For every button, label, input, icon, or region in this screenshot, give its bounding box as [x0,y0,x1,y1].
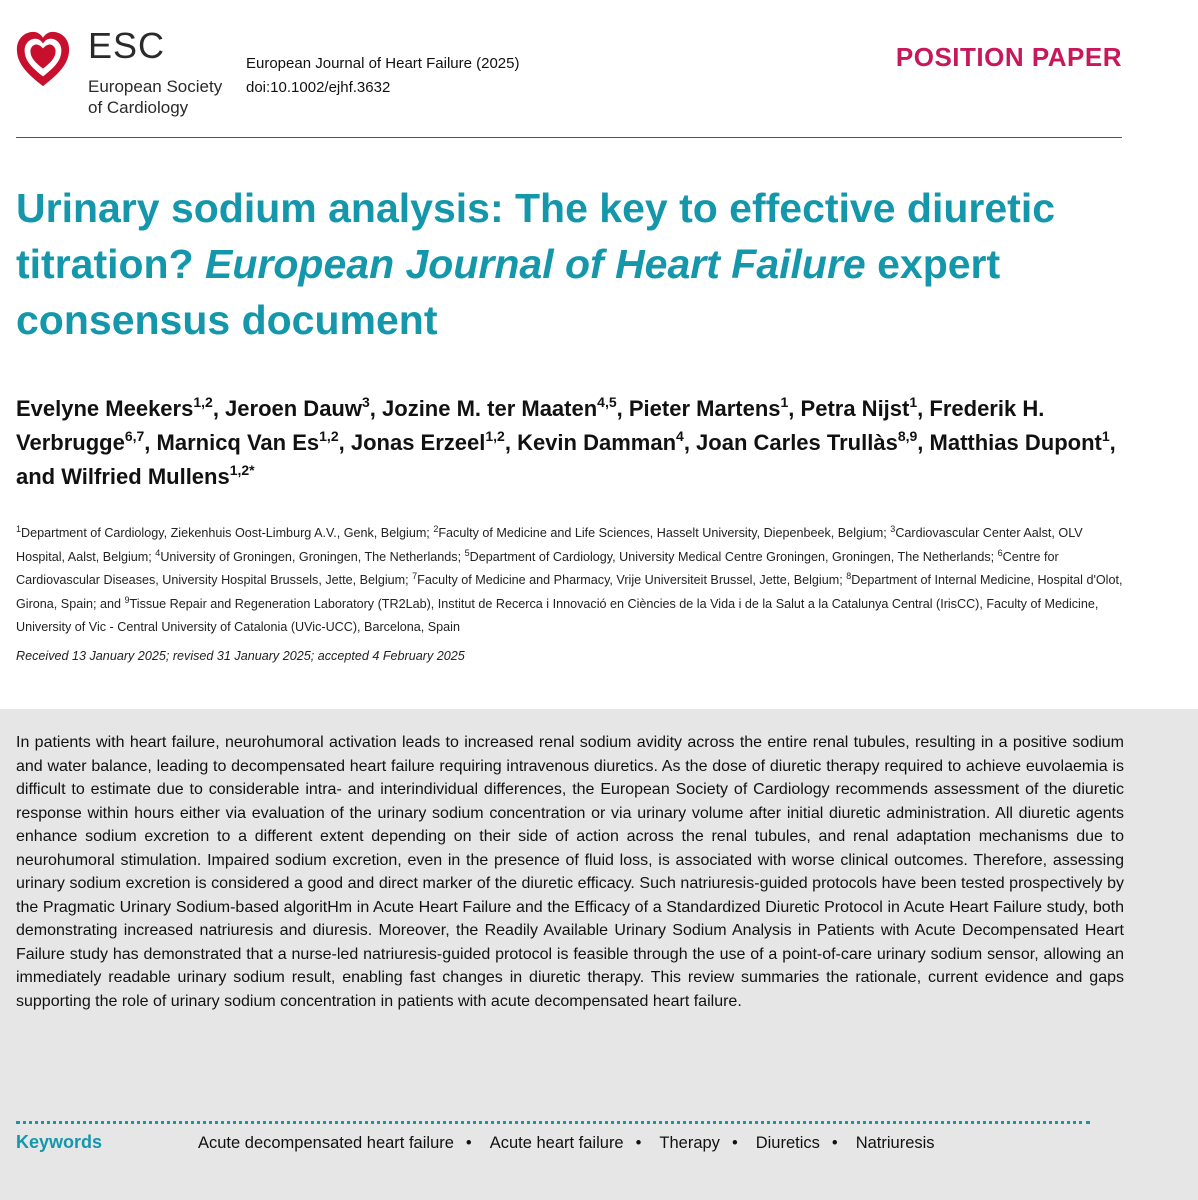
keyword[interactable]: Natriuresis [855,1134,935,1152]
author-conjunction: and [16,464,62,489]
title-part2: expert consensus document [16,241,1001,343]
author[interactable] [696,430,917,455]
author-name: Marnicq Van Es [156,430,320,455]
author-name: Joan Carles Trullàs [696,430,898,455]
affiliation-text: Cardiovascular Center Aalst, OLV Hospital, Aalst, Belgium; [16,526,1083,564]
affiliation-item [16,594,1099,635]
affiliation-number: 7 [412,571,418,581]
author-list: Evelyne Meekers$^{1,2}$, Jeroen Dauw$^3$, Jozine M. ter Maaten$^{4,5}$, Pieter Martens$^1$, Petra Nijst$^1$, Frederik H. Verbrugge$^{6,7}$, Marnicq Van Es$^{1,2}$, Jonas Erzeel$^{1,2}$, Kevin Damman$^4$, Joan Carles Trullàs$^{8,9}$, Matthias Dupont$^1$, and Wilfried Mullens$^{1,2*}$ [16,394,1116,489]
author-affiliation-marker: 1,2 [319,428,339,444]
author[interactable] [517,430,684,455]
affiliation-text: Faculty of Medicine and Pharmacy, Vrije Universiteit Brussel, Jette, Belgium; [417,573,843,587]
affiliation-item [464,547,995,564]
author-name: Jeroen Dauw [225,396,362,421]
abstract-text: In patients with heart failure, neurohumoral activation leads to increased renal sodium avidity across the entire renal tubules, resulting in a positive sodium and water balance, leading to decompensated heart failure requiring intravenous diuretics. As the dose of diuretic therapy required to achieve euvolaemia is difficult to estimate due to considerable intra- and interindividual differences, the European Society of Cardiology recommends assessment of the diuretic response within hours either via evaluation of the urinary sodium concentration or via urinary volume after initial diuretic administration. All diuretic agents enhance sodium excretion to a different extent depending on their side of action across the renal tubules, and renal adaptation mechanisms due to neurohumoral stimulation. Impaired sodium excretion, even in the presence of fluid loss, is associated with worse clinical outcomes. Therefore, assessing urinary sodium excretion is considered a good and direct marker of the diuretic efficacy. Such natriuresis-guided protocols have been tested prospectively by the Pragmatic Urinary Sodium-based algoritHm in Acute Heart Failure and the Efficacy of a Standardized Diuretic Protocol in Acute Heart Failure study, both demonstrating increased natriuresis and diuresis. Moreover, the Readily Available Urinary Sodium Analysis in Patients with Acute Decompensated Heart Failure study has demonstrated that a nurse-led natriuresis-guided protocol is feasible through the use of a point-of-care urinary sodium sensor, allowing an immediately readable urinary sodium result, enabling fast changes in diuretic therapy. This review summaries the rationale, current evidence and gaps supporting the role of urinary sodium concentration in patients with acute decompensated heart failure. [16,734,1124,1010]
doi[interactable]: doi:10.1002/ejhf.3632 [246,79,391,96]
affiliation-text: Centre for Cardiovascular Diseases, University Hospital Brussels, Jette, Belgium; [16,549,1059,587]
affiliation-text: Department of Cardiology, University Medical Centre Groningen, Groningen, The Netherlands; [469,549,995,564]
journal-info [246,52,520,100]
affiliation-number: 2 [433,524,439,534]
affiliation-text: Faculty of Medicine and Life Sciences, Hasselt University, Diepenbeek, Belgium; [438,526,887,540]
author-affiliation-marker: 4,5 [597,394,617,410]
author-affiliation-marker: 3 [361,394,370,410]
author[interactable] [16,396,213,421]
author-affiliation-marker: 8,9 [897,428,918,444]
logo-abbreviation: ESC [88,25,166,66]
affiliation-text: Department of Internal Medicine, Hospital d'Olot, Girona, Spain; and [16,573,1123,611]
affiliation-text: Department of Cardiology, Ziekenhuis Oost-Limburg A.V., Genk, Belgium; [21,526,430,540]
author-affiliation-marker: 1 [909,394,918,410]
keywords-label: Keywords [16,1132,103,1152]
title-journal-italic: European Journal of Heart Failure [205,241,866,287]
author[interactable] [801,396,918,421]
affiliation-number: 4 [155,547,161,558]
affiliation-text: University of Groningen, Groningen, The Netherlands; [160,549,462,564]
author[interactable] [382,396,617,421]
article-title [16,180,1126,348]
author[interactable] [351,430,505,455]
author-affiliation-marker: 6,7 [124,428,145,444]
author-name: Pieter Martens [628,396,781,421]
affiliation-item [155,547,462,564]
author[interactable] [225,396,370,421]
affiliation-number: 8 [846,571,852,581]
author-name: Matthias Dupont [929,430,1102,455]
title-part1: Urinary sodium analysis: The key to effective diuretic titration? [16,185,1056,287]
affiliation-item [16,526,430,540]
keyword[interactable]: Acute decompensated heart failure [198,1134,454,1152]
affiliation-item [433,526,886,540]
affiliation-number: 5 [464,547,470,558]
heart-logo-icon [14,28,72,90]
logo-org-line2: of Cardiology [88,98,189,117]
article-dates: Received 13 January 2025; revised 31 January 2025; accepted 4 February 2025 [16,649,465,663]
author[interactable] [61,464,254,489]
author-name: Jozine M. ter Maaten [382,396,598,421]
affiliation-number: 6 [997,547,1003,558]
affiliation-number: 3 [890,524,896,534]
author-affiliation-marker: 4 [676,428,684,444]
logo-organization [88,76,248,118]
keyword-separator: • [465,1134,472,1152]
affiliation-number: 9 [124,594,130,605]
author[interactable] [930,430,1110,455]
logo-org-line1: European Society [88,77,223,96]
paper-type-label: POSITION PAPER [895,42,1122,72]
author[interactable] [157,430,339,455]
author[interactable] [629,396,788,421]
author-name: Kevin Damman [517,430,677,455]
author-name: Frederik H. Verbrugge [16,396,1045,455]
keyword[interactable]: Therapy [659,1134,720,1152]
author-name: Petra Nijst [800,396,910,421]
author-name: Jonas Erzeel [350,430,486,455]
keyword-separator: • [731,1134,738,1152]
affiliation-item [412,573,843,587]
journal-citation: European Journal of Heart Failure (2025) [246,55,520,72]
author-affiliation-marker: 1,2* [229,462,255,478]
keyword-separator: • [635,1134,642,1152]
author-affiliation-marker: 1 [1101,428,1110,444]
affiliation-number: 1 [16,524,22,534]
author-affiliation-marker: 1,2 [193,394,213,410]
keyword-separator: • [831,1134,838,1152]
esc-logo [14,24,223,120]
keywords-list [198,1134,935,1153]
keyword[interactable]: Diuretics [755,1134,820,1152]
author-affiliation-marker: 1 [780,394,789,410]
affiliation-text: Tissue Repair and Regeneration Laboratory (TR2Lab), Institut de Recerca i Innovació en Ciències de la Vida i de la Salut a la Catalunya Central (IrisCC), Faculty of Medicine, University of Vic - Central University of Catalonia (UVic-UCC), Barcelona, Spain [16,596,1099,634]
keyword[interactable]: Acute heart failure [489,1134,624,1152]
author-affiliation-marker: 1,2 [485,428,505,444]
author-name: Evelyne Meekers [16,396,194,421]
affiliations [16,522,1126,640]
dotted-divider [16,1121,1090,1124]
author-name: Wilfried Mullens [61,464,230,489]
header-divider [16,137,1122,138]
